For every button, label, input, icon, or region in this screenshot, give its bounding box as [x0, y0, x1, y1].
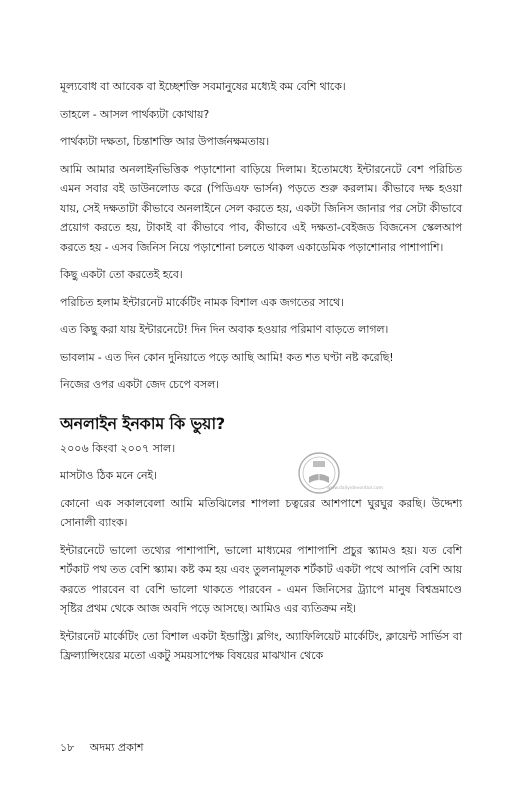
paragraph: এত কিছু করা যায় ইন্টারনেটে! দিন দিন অবাক হওয়ার পরিমাণ বাড়তে লাগল। [60, 323, 389, 336]
section-heading: অনলাইন ইনকাম কি ভুয়া? [60, 413, 225, 433]
paragraph: আমি আমার অনলাইনভিত্তিক পড়াশোনা বাড়িয়ে দিলাম। ইতোমধ্যে ইন্টারনেটে বেশ পরিচিত এমন সবার বই ডাউনলোড করে (পিডিএফ ভার্সন) পড়তে শুরু করলাম। কীভাবে দক্ষ হওয়া যায়, সেই দক্ষতাটা কীভাবে অনলাইনে সেল করতে হয়, একটা জিনিস জানার পর সেটা কীভাবে প্রয়োগ করতে হয়, টাকাই বা কীভাবে পাব, কীভাবে এই দক্ষতা-বেইজড বিজনেস স্কেলআপ করতে হয় - এসব জিনিস নিয়ে পড়াশোনা চলতে থাকল একাডেমিক পড়াশোনার পাশাপাশি। [60, 162, 462, 254]
paragraph: মূল্যবোধ বা আবেক বা ইচ্ছেশক্তি সবমানুষের মধ্যেই কম বেশি থাকে। [60, 80, 346, 93]
section-year-line: ২০০৬ কিংবা ২০০৭ সাল। [60, 441, 176, 455]
watermark [297, 447, 384, 499]
book-seal-icon [297, 447, 384, 499]
page-footer [60, 741, 144, 755]
book-title: অদম্য প্রকাশ [89, 741, 144, 754]
paragraph: ইন্টারনেট মার্কেটিং তো বিশাল একটা ইন্ডাস্ট্রি। ব্লগিং, অ্যাফিলিয়েট মার্কেটিং, ক্লায়েন্ট সার্ভিস বা ফ্রিল্যান্সিংয়ের মতো একটু সময়সাপেক্ষ বিষয়ের মাঝখান থেকে [60, 629, 462, 662]
paragraph: কিছু একটা তো করতেই হবে। [60, 268, 183, 281]
page-number: ১৮ [60, 741, 75, 754]
paragraph: মাসটাও ঠিক মনে নেই। [60, 469, 157, 482]
paragraph: পার্থক্যটা দক্ষতা, চিন্তাশক্তি আর উপার্জনক্ষমতায়। [60, 135, 270, 148]
paragraph: কোনো এক সকালবেলা আমি মতিঝিলের শাপলা চত্বরের আশপাশে ঘুরঘুর করছি। উদ্দেশ্য সোনালী ব্যাংক। [60, 496, 462, 529]
watermark-label: www.dailyidevontiol.com [327, 486, 384, 491]
paragraph: তাহলে - আসল পার্থক্যটা কোথায়? [60, 107, 210, 121]
paragraph: পরিচিত হলাম ইন্টারনেট মার্কেটিং নামক বিশাল এক জগতের সাথে। [60, 295, 344, 309]
page-body [60, 77, 462, 674]
paragraph: ইন্টারনেটে ভালো তথ্যের পাশাপাশি, ভালো মাধ্যমের পাশাপাশি প্রচুর স্ক্যামও হয়। যত বেশি শর্টকাট পথ তত বেশি স্ক্যাম। কষ্ট কম হয় এবং তুলনামূলক শর্টকাট একটা পথে আপনি বেশি আয় করতে পারবেন বা বেশি ভালো থাকতে পারবেন - এমন জিনিসের ট্র্যাপে মানুষ বিশ্বভ্রমাণ্ডে সৃষ্টির প্রথম থেকে আজ অবদি পড়ে আসছে। আমিও এর ব্যতিক্রম নই। [60, 543, 462, 615]
paragraph: নিজের ওপর একটা জেদ চেপে বসল। [60, 378, 219, 391]
paragraph: ভাবলাম - এত দিন কোন দুনিয়াতে পড়ে আছি আমি! কত শত ঘণ্টা নষ্ট করেছি! [60, 350, 394, 364]
